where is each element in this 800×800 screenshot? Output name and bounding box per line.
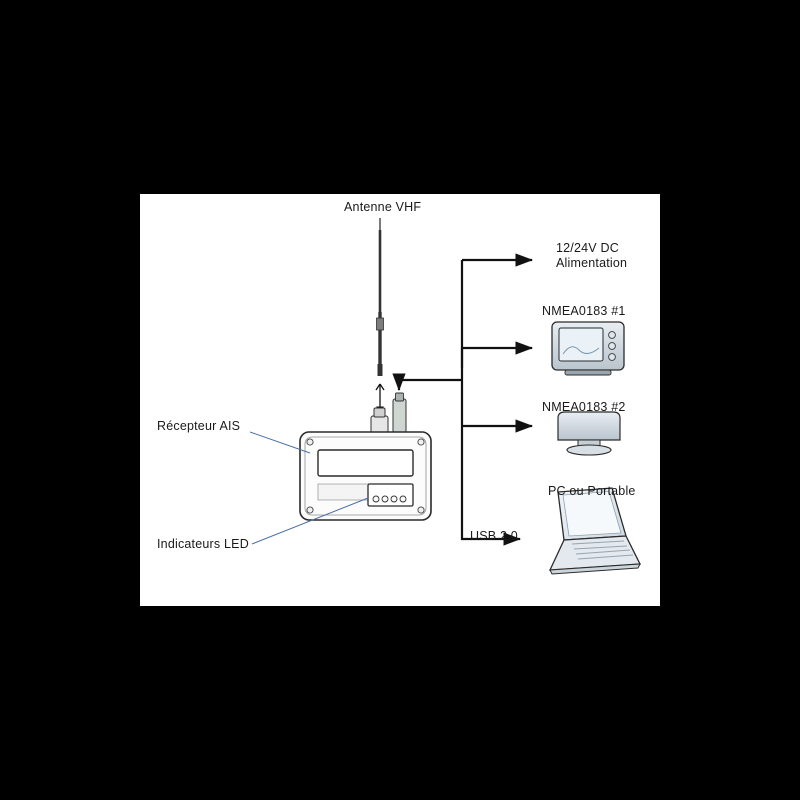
ais-receiver-unit — [300, 393, 431, 520]
laptop — [550, 488, 640, 574]
label-led-indicators: Indicateurs LED — [157, 537, 249, 551]
label-nmea0183-1: NMEA0183 #1 — [542, 304, 626, 318]
diagram-canvas — [140, 194, 660, 606]
chartplotter — [552, 322, 624, 375]
label-ais-receiver: Récepteur AIS — [157, 419, 241, 433]
label-power-supply — [556, 241, 686, 271]
label-nmea0183-2: NMEA0183 #2 — [542, 400, 626, 414]
label-pc-or-laptop: PC ou Portable — [548, 484, 636, 498]
display-monitor — [558, 412, 620, 455]
label-power-line2: Alimentation — [556, 256, 628, 270]
label-power-line1: 12/24V DC — [556, 241, 619, 255]
label-antenna-vhf: Antenne VHF — [344, 200, 422, 214]
led-indicators — [368, 484, 413, 506]
vhf-antenna — [377, 218, 384, 376]
label-usb: USB 2.0 — [470, 529, 518, 543]
